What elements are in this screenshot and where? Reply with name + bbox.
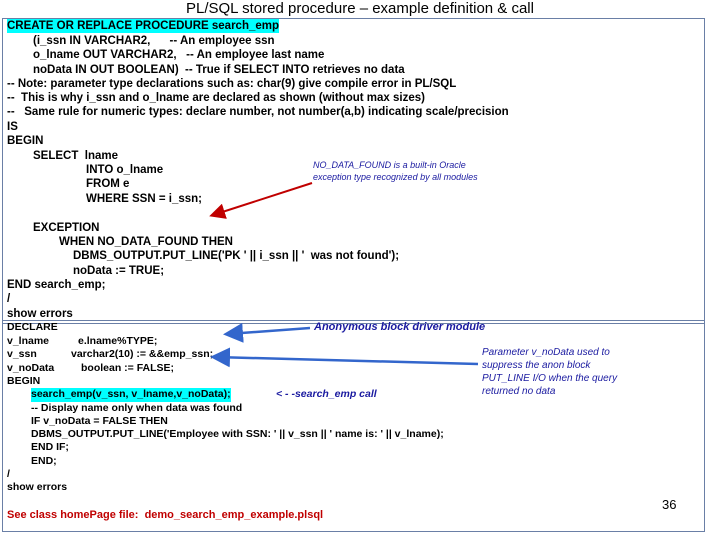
code-line: DBMS_OUTPUT.PUT_LINE('PK ' || i_ssn || ' was not found'); bbox=[73, 250, 400, 262]
param-note: returned no data bbox=[482, 386, 556, 397]
code-line: WHEN NO_DATA_FOUND THEN bbox=[59, 236, 233, 248]
footer-reference: See class homePage file: demo_search_emp_example.plsql bbox=[7, 509, 324, 521]
code-line: END search_emp; bbox=[7, 279, 106, 291]
code-line: show errors bbox=[7, 481, 68, 493]
code-line: v_lname bbox=[7, 335, 50, 347]
anon-block-driver-label: Anonymous block driver module bbox=[314, 321, 486, 333]
code-line: SELECT lname bbox=[33, 150, 118, 162]
code-line: noData := TRUE; bbox=[73, 265, 165, 277]
code-line: varchar2(10) := &&emp_ssn; bbox=[71, 348, 214, 360]
code-line: END IF; bbox=[31, 441, 69, 453]
code-line: END; bbox=[31, 455, 57, 467]
param-note: PUT_LINE I/O when the query bbox=[482, 373, 618, 384]
code-line: WHERE SSN = i_ssn; bbox=[86, 193, 202, 205]
param-note: Parameter v_noData used to bbox=[482, 347, 610, 358]
code-line: search_emp(v_ssn, v_lname,v_noData); bbox=[31, 388, 231, 400]
code-line: -- Note: parameter type declarations such as: char(9) give compile error in PL/SQL bbox=[7, 78, 457, 90]
code-line: EXCEPTION bbox=[33, 222, 100, 234]
code-line: (i_ssn IN VARCHAR2, -- An employee ssn bbox=[33, 35, 275, 47]
code-line: e.lname%TYPE; bbox=[78, 335, 158, 347]
code-line: IF v_noData = FALSE THEN bbox=[31, 415, 168, 427]
param-note: suppress the anon block bbox=[482, 360, 591, 371]
no-data-found-note: NO_DATA_FOUND is a built-in Oracle bbox=[313, 160, 466, 170]
code-line: CREATE OR REPLACE PROCEDURE search_emp bbox=[7, 20, 280, 32]
code-line: boolean := FALSE; bbox=[81, 362, 175, 374]
code-line: DECLARE bbox=[7, 321, 58, 333]
code-line: INTO o_lname bbox=[86, 164, 164, 176]
no-data-found-note: exception type recognized by all modules bbox=[313, 172, 478, 182]
code-line: BEGIN bbox=[7, 135, 44, 147]
page-number: 36 bbox=[662, 497, 677, 512]
code-line: v_ssn bbox=[7, 348, 37, 360]
code-line: noData IN OUT BOOLEAN) -- True if SELECT INTO retrieves no data bbox=[33, 64, 405, 76]
code-line: FROM e bbox=[86, 178, 130, 190]
slide-title: PL/SQL stored procedure – example definition & call bbox=[186, 0, 534, 17]
code-line: -- This is why i_ssn and o_lname are declared as shown (without max sizes) bbox=[7, 92, 425, 104]
code-line: v_noData bbox=[7, 362, 55, 374]
search-emp-call-label: < - -search_emp call bbox=[276, 388, 377, 400]
code-line: o_lname OUT VARCHAR2, -- An employee last name bbox=[33, 49, 325, 61]
code-line: / bbox=[7, 468, 10, 480]
code-line: BEGIN bbox=[7, 375, 41, 387]
code-line: IS bbox=[7, 121, 18, 133]
code-line: DBMS_OUTPUT.PUT_LINE('Employee with SSN: ' || v_ssn || ' name is: ' || v_lname); bbox=[31, 428, 444, 440]
code-line: show errors bbox=[7, 308, 73, 320]
code-line: -- Display name only when data was found bbox=[31, 402, 243, 414]
code-line: / bbox=[7, 293, 11, 305]
code-line: -- Same rule for numeric types: declare number, not number(a,b) indicating scale/precision bbox=[7, 106, 509, 118]
